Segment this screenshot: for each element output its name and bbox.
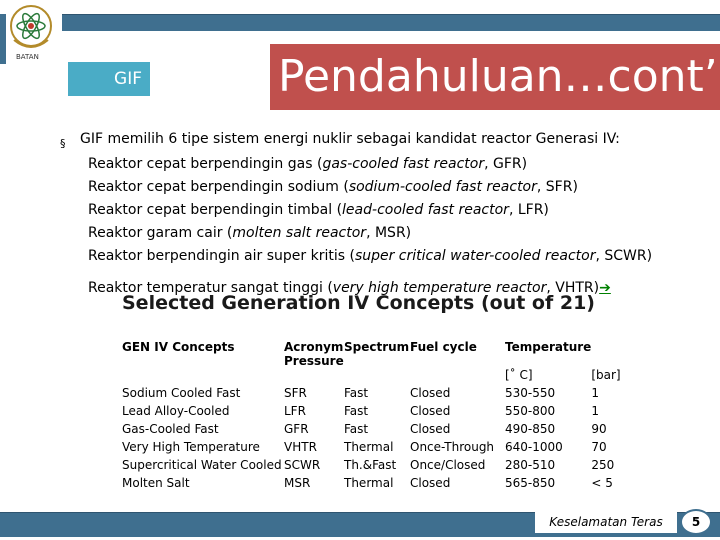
cell: 70 — [591, 440, 607, 454]
top-header-bar — [62, 14, 720, 31]
unit-cell: [bar] — [591, 368, 621, 382]
cell: Fast — [344, 404, 369, 418]
header-cell: Spectrum — [344, 340, 410, 354]
cell: Supercritical Water Cooled — [122, 458, 282, 472]
table-row — [122, 440, 631, 458]
cell: Closed — [410, 386, 451, 400]
intro-text: GIF memilih 6 tipe sistem energi nuklir sebagai kandidat reactor Generasi IV: — [80, 131, 620, 147]
unit-cell — [410, 368, 505, 386]
page-number: 5 — [680, 509, 712, 535]
cell: Gas-Cooled Fast — [122, 422, 219, 436]
header-cell — [591, 340, 631, 368]
cell: MSR — [284, 476, 311, 490]
bullet-marker: § — [60, 137, 66, 150]
cell: SCWR — [284, 458, 321, 472]
table-header-row — [122, 340, 631, 368]
cell: Fast — [344, 386, 369, 400]
cell: 90 — [591, 422, 607, 436]
cell: Once/Closed — [410, 458, 486, 472]
cell: Closed — [410, 476, 451, 490]
cell: LFR — [284, 404, 306, 418]
unit-cell: [˚ C] — [505, 368, 533, 382]
table-row — [122, 422, 631, 440]
footer-label-box — [535, 511, 677, 533]
cell: Thermal — [344, 440, 394, 454]
list-item: Reaktor cepat berpendingin gas (gas-cooled fast reactor, GFR) — [88, 156, 528, 172]
table-row — [122, 458, 631, 476]
cell: < 5 — [591, 476, 613, 490]
header-cell: Fuel cycle — [410, 340, 477, 354]
cell: Thermal — [344, 476, 394, 490]
concepts-table — [122, 340, 631, 494]
list-item: Reaktor berpendingin air super kritis (super critical water-cooled reactor, SCWR) — [88, 248, 653, 264]
cell: 565-850 — [505, 476, 556, 490]
table-row — [122, 476, 631, 494]
table-row — [122, 386, 631, 404]
unit-row — [122, 368, 631, 386]
unit-cell — [344, 368, 410, 386]
cell: Molten Salt — [122, 476, 190, 490]
cell: Lead Alloy-Cooled — [122, 404, 230, 418]
logo-label: BATAN — [16, 53, 39, 61]
next-arrow-icon[interactable]: ➔ — [599, 280, 611, 296]
cell: 550-800 — [505, 404, 556, 418]
cell: Closed — [410, 422, 451, 436]
cell: VHTR — [284, 440, 317, 454]
unit-cell — [122, 368, 284, 386]
list-item: Reaktor cepat berpendingin sodium (sodium-cooled fast reactor, SFR) — [88, 179, 578, 195]
cell: 250 — [591, 458, 615, 472]
header-cell: Acronym Pressure — [284, 340, 344, 368]
cell: 1 — [591, 386, 599, 400]
header-cell: GEN IV Concepts — [122, 340, 235, 354]
cell: 490-850 — [505, 422, 556, 436]
cell: 640-1000 — [505, 440, 563, 454]
header-cell: Temperature — [505, 340, 592, 354]
cell: Once-Through — [410, 440, 495, 454]
cell: Fast — [344, 422, 369, 436]
cell: SFR — [284, 386, 307, 400]
cell: 1 — [591, 404, 599, 418]
cell: GFR — [284, 422, 309, 436]
list-item: Reaktor cepat berpendingin timbal (lead-cooled fast reactor, LFR) — [88, 202, 549, 218]
concepts-title: Selected Generation IV Concepts (out of 21) — [122, 292, 595, 314]
cell: Closed — [410, 404, 451, 418]
section-badge: GIF — [68, 62, 150, 96]
cell: Th.&Fast — [344, 458, 397, 472]
table-row — [122, 404, 631, 422]
cell: Sodium Cooled Fast — [122, 386, 241, 400]
concepts-panel — [122, 292, 642, 314]
page-title: Pendahuluan…cont’ — [278, 51, 718, 102]
footer-label: Keselamatan Teras — [549, 515, 663, 529]
cell: 280-510 — [505, 458, 556, 472]
unit-cell — [284, 368, 344, 386]
list-item: Reaktor temperatur sangat tinggi (very high temperature reactor, VHTR)➔ — [88, 280, 611, 296]
list-item: Reaktor garam cair (molten salt reactor, MSR) — [88, 225, 412, 241]
cell: 530-550 — [505, 386, 556, 400]
cell: Very High Temperature — [122, 440, 260, 454]
reactor-list — [88, 154, 652, 301]
